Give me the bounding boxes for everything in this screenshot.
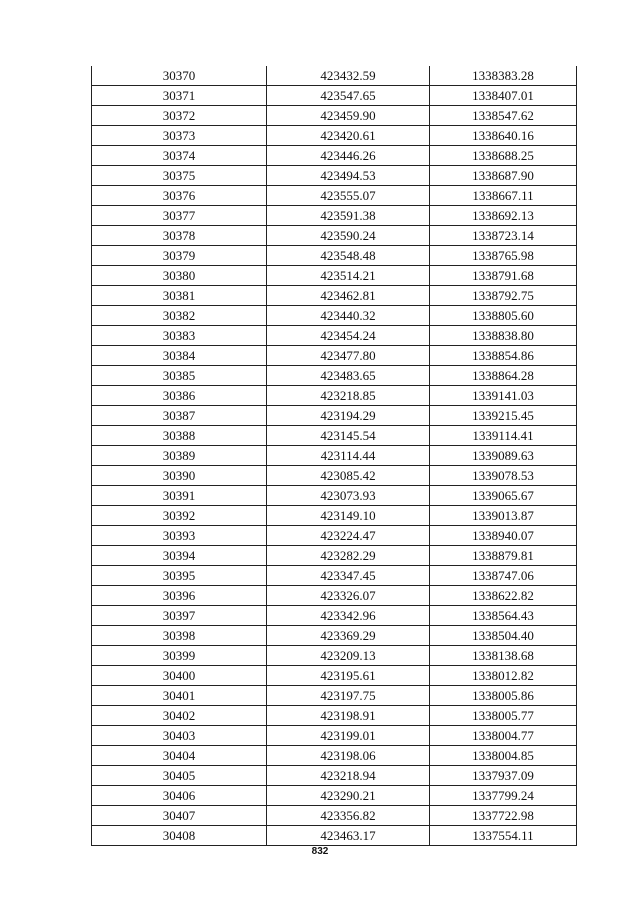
y-coordinate-cell: 1338940.07 xyxy=(430,526,577,546)
table-row xyxy=(92,286,577,306)
y-coordinate-cell: 1338854.86 xyxy=(430,346,577,366)
x-coordinate-cell: 423209.13 xyxy=(267,646,430,666)
x-coordinate-cell: 423218.94 xyxy=(267,766,430,786)
point-id-cell: 30404 xyxy=(92,746,267,766)
coordinates-table xyxy=(91,66,577,846)
x-coordinate-cell: 423342.96 xyxy=(267,606,430,626)
table-row xyxy=(92,626,577,646)
y-coordinate-cell: 1338564.43 xyxy=(430,606,577,626)
point-id-cell: 30401 xyxy=(92,686,267,706)
table-row xyxy=(92,186,577,206)
table-row xyxy=(92,366,577,386)
point-id-cell: 30387 xyxy=(92,406,267,426)
table-row xyxy=(92,466,577,486)
point-id-cell: 30379 xyxy=(92,246,267,266)
point-id-cell: 30407 xyxy=(92,806,267,826)
x-coordinate-cell: 423459.90 xyxy=(267,106,430,126)
table-row xyxy=(92,266,577,286)
x-coordinate-cell: 423463.17 xyxy=(267,826,430,846)
table-row xyxy=(92,826,577,846)
table-row xyxy=(92,406,577,426)
y-coordinate-cell: 1338640.16 xyxy=(430,126,577,146)
table-row xyxy=(92,486,577,506)
table-row xyxy=(92,546,577,566)
y-coordinate-cell: 1338547.62 xyxy=(430,106,577,126)
x-coordinate-cell: 423197.75 xyxy=(267,686,430,706)
point-id-cell: 30378 xyxy=(92,226,267,246)
y-coordinate-cell: 1338687.90 xyxy=(430,166,577,186)
point-id-cell: 30373 xyxy=(92,126,267,146)
point-id-cell: 30406 xyxy=(92,786,267,806)
x-coordinate-cell: 423194.29 xyxy=(267,406,430,426)
x-coordinate-cell: 423440.32 xyxy=(267,306,430,326)
x-coordinate-cell: 423477.80 xyxy=(267,346,430,366)
point-id-cell: 30397 xyxy=(92,606,267,626)
y-coordinate-cell: 1338723.14 xyxy=(430,226,577,246)
point-id-cell: 30380 xyxy=(92,266,267,286)
y-coordinate-cell: 1338383.28 xyxy=(430,66,577,86)
x-coordinate-cell: 423290.21 xyxy=(267,786,430,806)
table-row xyxy=(92,686,577,706)
x-coordinate-cell: 423199.01 xyxy=(267,726,430,746)
point-id-cell: 30395 xyxy=(92,566,267,586)
x-coordinate-cell: 423446.26 xyxy=(267,146,430,166)
y-coordinate-cell: 1338792.75 xyxy=(430,286,577,306)
point-id-cell: 30398 xyxy=(92,626,267,646)
x-coordinate-cell: 423347.45 xyxy=(267,566,430,586)
x-coordinate-cell: 423454.24 xyxy=(267,326,430,346)
table-row xyxy=(92,746,577,766)
x-coordinate-cell: 423555.07 xyxy=(267,186,430,206)
point-id-cell: 30375 xyxy=(92,166,267,186)
y-coordinate-cell: 1338879.81 xyxy=(430,546,577,566)
y-coordinate-cell: 1338407.01 xyxy=(430,86,577,106)
y-coordinate-cell: 1339013.87 xyxy=(430,506,577,526)
point-id-cell: 30389 xyxy=(92,446,267,466)
x-coordinate-cell: 423224.47 xyxy=(267,526,430,546)
table-row xyxy=(92,386,577,406)
point-id-cell: 30372 xyxy=(92,106,267,126)
y-coordinate-cell: 1339089.63 xyxy=(430,446,577,466)
y-coordinate-cell: 1338005.86 xyxy=(430,686,577,706)
table-row xyxy=(92,726,577,746)
x-coordinate-cell: 423085.42 xyxy=(267,466,430,486)
table-row xyxy=(92,786,577,806)
point-id-cell: 30385 xyxy=(92,366,267,386)
x-coordinate-cell: 423356.82 xyxy=(267,806,430,826)
y-coordinate-cell: 1339065.67 xyxy=(430,486,577,506)
y-coordinate-cell: 1338765.98 xyxy=(430,246,577,266)
x-coordinate-cell: 423462.81 xyxy=(267,286,430,306)
y-coordinate-cell: 1337937.09 xyxy=(430,766,577,786)
point-id-cell: 30384 xyxy=(92,346,267,366)
y-coordinate-cell: 1338692.13 xyxy=(430,206,577,226)
table-row xyxy=(92,506,577,526)
y-coordinate-cell: 1338005.77 xyxy=(430,706,577,726)
table-row xyxy=(92,606,577,626)
table-row xyxy=(92,146,577,166)
page-number: 832 xyxy=(311,846,329,857)
point-id-cell: 30402 xyxy=(92,706,267,726)
x-coordinate-cell: 423432.59 xyxy=(267,66,430,86)
x-coordinate-cell: 423514.21 xyxy=(267,266,430,286)
point-id-cell: 30370 xyxy=(92,66,267,86)
table-row xyxy=(92,426,577,446)
x-coordinate-cell: 423483.65 xyxy=(267,366,430,386)
y-coordinate-cell: 1338004.85 xyxy=(430,746,577,766)
table-row xyxy=(92,666,577,686)
x-coordinate-cell: 423494.53 xyxy=(267,166,430,186)
x-coordinate-cell: 423073.93 xyxy=(267,486,430,506)
table-row xyxy=(92,346,577,366)
y-coordinate-cell: 1338747.06 xyxy=(430,566,577,586)
table-row xyxy=(92,806,577,826)
point-id-cell: 30392 xyxy=(92,506,267,526)
point-id-cell: 30377 xyxy=(92,206,267,226)
x-coordinate-cell: 423145.54 xyxy=(267,426,430,446)
point-id-cell: 30400 xyxy=(92,666,267,686)
y-coordinate-cell: 1339215.45 xyxy=(430,406,577,426)
table-row xyxy=(92,586,577,606)
y-coordinate-cell: 1338791.68 xyxy=(430,266,577,286)
point-id-cell: 30394 xyxy=(92,546,267,566)
point-id-cell: 30383 xyxy=(92,326,267,346)
point-id-cell: 30396 xyxy=(92,586,267,606)
point-id-cell: 30374 xyxy=(92,146,267,166)
y-coordinate-cell: 1339114.41 xyxy=(430,426,577,446)
point-id-cell: 30408 xyxy=(92,826,267,846)
point-id-cell: 30381 xyxy=(92,286,267,306)
table-row xyxy=(92,526,577,546)
table-row xyxy=(92,706,577,726)
table-row xyxy=(92,106,577,126)
y-coordinate-cell: 1338838.80 xyxy=(430,326,577,346)
table-row xyxy=(92,306,577,326)
x-coordinate-cell: 423591.38 xyxy=(267,206,430,226)
table-body xyxy=(92,66,577,846)
point-id-cell: 30393 xyxy=(92,526,267,546)
point-id-cell: 30399 xyxy=(92,646,267,666)
y-coordinate-cell: 1338688.25 xyxy=(430,146,577,166)
point-id-cell: 30371 xyxy=(92,86,267,106)
point-id-cell: 30376 xyxy=(92,186,267,206)
point-id-cell: 30388 xyxy=(92,426,267,446)
x-coordinate-cell: 423218.85 xyxy=(267,386,430,406)
y-coordinate-cell: 1338012.82 xyxy=(430,666,577,686)
point-id-cell: 30386 xyxy=(92,386,267,406)
x-coordinate-cell: 423369.29 xyxy=(267,626,430,646)
point-id-cell: 30391 xyxy=(92,486,267,506)
x-coordinate-cell: 423420.61 xyxy=(267,126,430,146)
table-row xyxy=(92,326,577,346)
table-row xyxy=(92,446,577,466)
table-row xyxy=(92,86,577,106)
x-coordinate-cell: 423326.07 xyxy=(267,586,430,606)
x-coordinate-cell: 423547.65 xyxy=(267,86,430,106)
y-coordinate-cell: 1338805.60 xyxy=(430,306,577,326)
y-coordinate-cell: 1339078.53 xyxy=(430,466,577,486)
table-row xyxy=(92,66,577,86)
table-row xyxy=(92,246,577,266)
point-id-cell: 30382 xyxy=(92,306,267,326)
y-coordinate-cell: 1337722.98 xyxy=(430,806,577,826)
x-coordinate-cell: 423282.29 xyxy=(267,546,430,566)
table-row xyxy=(92,226,577,246)
table-row xyxy=(92,566,577,586)
point-id-cell: 30405 xyxy=(92,766,267,786)
table-row xyxy=(92,206,577,226)
x-coordinate-cell: 423114.44 xyxy=(267,446,430,466)
x-coordinate-cell: 423195.61 xyxy=(267,666,430,686)
point-id-cell: 30390 xyxy=(92,466,267,486)
y-coordinate-cell: 1338138.68 xyxy=(430,646,577,666)
x-coordinate-cell: 423198.06 xyxy=(267,746,430,766)
y-coordinate-cell: 1337799.24 xyxy=(430,786,577,806)
point-id-cell: 30403 xyxy=(92,726,267,746)
y-coordinate-cell: 1339141.03 xyxy=(430,386,577,406)
y-coordinate-cell: 1337554.11 xyxy=(430,826,577,846)
y-coordinate-cell: 1338622.82 xyxy=(430,586,577,606)
y-coordinate-cell: 1338864.28 xyxy=(430,366,577,386)
x-coordinate-cell: 423590.24 xyxy=(267,226,430,246)
y-coordinate-cell: 1338004.77 xyxy=(430,726,577,746)
x-coordinate-cell: 423149.10 xyxy=(267,506,430,526)
table-row xyxy=(92,126,577,146)
x-coordinate-cell: 423548.48 xyxy=(267,246,430,266)
table-row xyxy=(92,166,577,186)
table-row xyxy=(92,646,577,666)
y-coordinate-cell: 1338667.11 xyxy=(430,186,577,206)
x-coordinate-cell: 423198.91 xyxy=(267,706,430,726)
table-row xyxy=(92,766,577,786)
y-coordinate-cell: 1338504.40 xyxy=(430,626,577,646)
